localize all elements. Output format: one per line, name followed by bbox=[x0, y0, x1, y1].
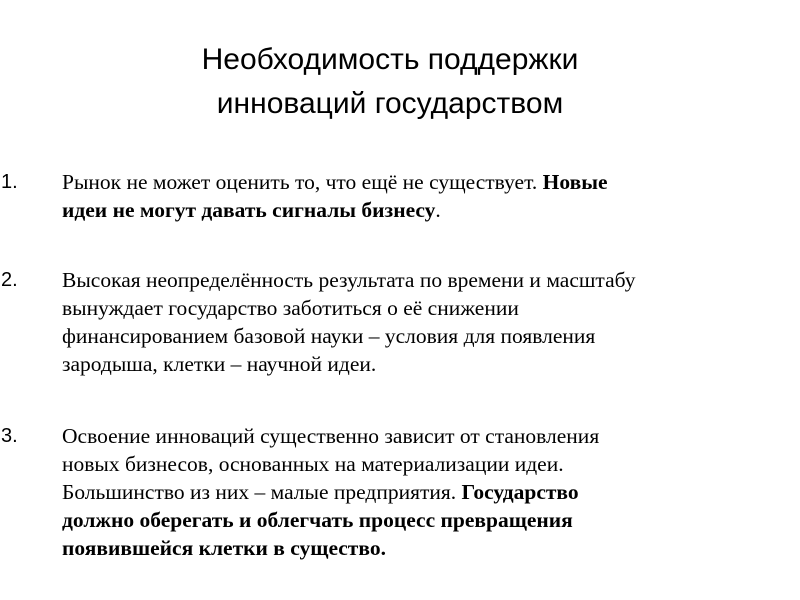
text-run: Освоение инноваций существенно зависит от становления bbox=[62, 424, 600, 448]
bold-text-run: Государство bbox=[461, 480, 579, 504]
list-item-number: 1. bbox=[1, 171, 18, 193]
list-item-text bbox=[62, 168, 782, 224]
text-run: зародыша, клетки – научной идеи. bbox=[62, 352, 377, 376]
title-line-2: инноваций государством bbox=[216, 87, 564, 120]
list-item-number: 2. bbox=[1, 269, 18, 291]
list-item-text bbox=[62, 422, 782, 562]
text-run: вынуждает государство заботиться о её снижении bbox=[62, 296, 519, 320]
list-item-number: 3. bbox=[1, 425, 18, 447]
text-run: . bbox=[435, 198, 441, 222]
slide-title bbox=[60, 38, 720, 126]
text-run: Большинство из них – малые предприятия. bbox=[62, 480, 462, 504]
list-item-text bbox=[62, 266, 782, 378]
bold-text-run: Новые bbox=[542, 170, 608, 194]
text-run: Высокая неопределённость результата по времени и масштабу bbox=[62, 268, 636, 292]
text-run: новых бизнесов, основанных на материализации идеи. bbox=[62, 452, 564, 476]
bold-text-run: появившейся клетки в существо. bbox=[62, 536, 386, 560]
text-run: Рынок не может оценить то, что ещё не существует. bbox=[62, 170, 543, 194]
bold-text-run: идеи не могут давать сигналы бизнесу bbox=[62, 198, 436, 222]
title-line-1: Необходимость поддержки bbox=[201, 43, 579, 76]
text-run: финансированием базовой науки – условия для появления bbox=[62, 324, 596, 348]
bold-text-run: должно оберегать и облегчать процесс превращения bbox=[62, 508, 573, 532]
